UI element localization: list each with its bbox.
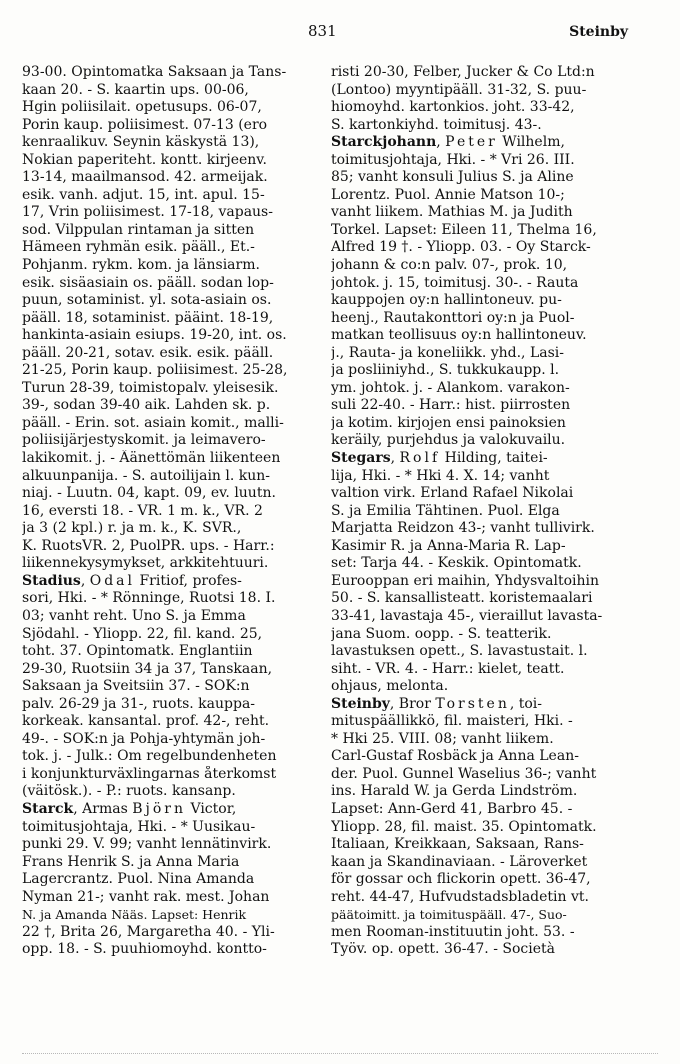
text-line: Starckjohann, Peter Wilhelm,: [331, 134, 565, 151]
text-line: palv. 26-29 ja 31-, ruots. kauppa-: [22, 695, 256, 712]
text-line: Porin kaup. poliisimest. 07-13 (ero: [22, 116, 268, 133]
text-line: i konjunkturväxlingarnas återkomst: [22, 765, 277, 782]
text-line: Starck, Armas Björn Victor,: [22, 800, 237, 817]
text-line: (väitösk.). - P.: ruots. kansanp.: [22, 783, 236, 800]
text-line: lavastuksen opett., S. lavastustait. l.: [331, 643, 588, 660]
text-line: Eurooppan eri maihin, Yhdysvaltoihin: [331, 572, 600, 589]
text-line: N. ja Amanda Nääs. Lapset: Henrik: [22, 907, 247, 923]
running-head: Steinby: [569, 24, 628, 40]
text-line: Työv. op. opett. 36-47. - Società: [331, 941, 555, 958]
text-line: S. kartonkiyhd. toimitusj. 43-.: [331, 116, 542, 133]
text-line: kenraalikuv. Seynin käskystä 13),: [22, 134, 260, 151]
text-line: esik. sisäasiain os. pääll. sodan lop-: [22, 274, 274, 291]
text-line: johann & co:n palv. 07-, prok. 10,: [331, 257, 568, 274]
text-line: Stegars, Rolf Hilding, taitei-: [331, 450, 548, 467]
scan-edge-dots: [22, 1053, 658, 1058]
text-line: Nyman 21-; vanht rak. mest. Johan: [22, 888, 270, 905]
text-line: 39-, sodan 39-40 aik. Lahden sk. p.: [22, 397, 271, 414]
text-line: alkuunpanija. - S. autoilijain l. kun-: [22, 467, 271, 484]
text-line: Lorentz. Puol. Annie Matson 10-;: [331, 186, 565, 203]
text-line: sod. Vilppulan rintaman ja sitten: [22, 221, 255, 238]
text-line: punki 29. V. 99; vanht lennätinvirk.: [22, 836, 272, 853]
entry-given-name: Torsten: [435, 695, 510, 712]
text-line: risti 20-30, Felber, Jucker & Co Ltd:n: [331, 64, 595, 80]
text-line: kaan ja Skandinaviaan. - Läroverket: [331, 853, 588, 870]
text-line: Alfred 19 †. - Yliopp. 03. - Oy Starck-: [331, 239, 591, 256]
text-line: päätoimitt. ja toimituspääll. 47-, Suo-: [331, 907, 567, 923]
text-line: Stadius, Odal Fritiof, profes-: [22, 572, 242, 589]
text-line: Frans Henrik S. ja Anna Maria: [22, 853, 240, 870]
entry-surname: Stegars: [331, 450, 391, 467]
text-line: Turun 28-39, toimistopalv. yleisesik.: [22, 379, 279, 396]
text-line: Saksaan ja Sveitsiin 37. - SOK:n: [22, 678, 250, 695]
text-line: liikennekysymykset, arkkitehtuuri.: [22, 555, 269, 572]
text-line: jana Suom. oopp. - S. teatterik.: [331, 625, 552, 642]
entry-surname: Steinby: [331, 695, 390, 712]
text-line: kauppojen oy:n hallintoneuv. pu-: [331, 292, 562, 309]
text-line: korkeak. kansantal. prof. 42-, reht.: [22, 713, 270, 730]
right-column: [331, 64, 627, 959]
entry-given-name: Odal: [89, 572, 135, 589]
text-line: valtion virk. Erland Rafael Nikolai: [331, 485, 574, 502]
text-line: 22 †, Brita 26, Margaretha 40. - Yli-: [22, 923, 275, 940]
text-line: ja posliiniyhd., S. tukkukaupp. l.: [331, 362, 560, 379]
text-line: matkan teollisuus oy:n hallintoneuv.: [331, 327, 587, 344]
text-line: S. ja Emilia Tähtinen. Puol. Elga: [331, 502, 560, 519]
text-line: lija, Hki. - * Hki 4. X. 14; vanht: [331, 467, 550, 484]
text-line: Italiaan, Kreikkaan, Saksaan, Rans-: [331, 836, 584, 853]
entry-surname: Starckjohann: [331, 134, 437, 151]
text-line: Marjatta Reidzon 43-; vanht tullivirk.: [331, 520, 595, 537]
page-header: [0, 22, 680, 46]
text-line: pääll. 18, sotaminist. pääint. 18-19,: [22, 309, 274, 326]
text-line: niaj. - Luutn. 04, kapt. 09, ev. luutn.: [22, 485, 276, 502]
text-line: 50. - S. kansallisteatt. koristemaalari: [331, 590, 593, 607]
text-line: 33-41, lavastaja 45-, vieraillut lavasta-: [331, 607, 603, 624]
text-line: mituspäällikkö, fil. maisteri, Hki. -: [331, 713, 573, 730]
text-line: pääll. 20-21, sotav. esik. esik. pääll.: [22, 344, 274, 361]
text-line: 85; vanht konsuli Julius S. ja Aline: [331, 169, 574, 186]
entry-given-name: Björn: [132, 800, 186, 817]
text-line: Hgin poliisilait. opetusups. 06-07,: [22, 99, 262, 116]
text-line: * Hki 25. VIII. 08; vanht liikem.: [331, 730, 554, 747]
text-line: Pohjanm. rykm. kom. ja länsiarm.: [22, 257, 260, 274]
text-line: (Lontoo) myyntipääll. 31-32, S. puu-: [331, 81, 587, 98]
text-line: esik. vanh. adjut. 15, int. apul. 15-: [22, 186, 265, 203]
left-column: [22, 64, 318, 959]
text-line: j., Rauta- ja koneliikk. yhd., Lasi-: [331, 344, 564, 361]
text-line: der. Puol. Gunnel Waselius 36-; vanht: [331, 765, 597, 782]
entry-surname: Starck: [22, 800, 74, 817]
text-line: Sjödahl. - Yliopp. 22, fil. kand. 25,: [22, 625, 263, 642]
text-line: heenj., Rautakonttori oy:n ja Puol-: [331, 309, 575, 326]
entry-surname: Stadius: [22, 572, 81, 589]
text-line: set: Tarja 44. - Keskik. Opintomatk.: [331, 555, 582, 572]
text-line: ja kotim. kirjojen ensi painoksien: [331, 414, 566, 431]
text-line: ja 3 (2 kpl.) r. ja m. k., K. SVR.,: [22, 520, 242, 537]
text-line: johtok. j. 15, toimitusj. 30-. - Rauta: [331, 274, 579, 291]
text-line: pääll. - Erin. sot. asiain komit., malli-: [22, 414, 284, 431]
text-line: Steinby, Bror Torsten, toi-: [331, 695, 543, 712]
text-line: K. RuotsVR. 2, PuolPR. ups. - Harr.:: [22, 537, 275, 554]
text-line: ym. johtok. j. - Alankom. varakon-: [331, 379, 570, 396]
text-line: opp. 18. - S. puuhiomoyhd. kontto-: [22, 941, 267, 958]
text-line: tok. j. - Julk.: Om regelbundenheten: [22, 748, 277, 765]
text-line: toht. 37. Opintomatk. Englantiin: [22, 643, 253, 660]
text-line: Torkel. Lapset: Eileen 11, Thelma 16,: [331, 221, 597, 238]
text-line: Carl-Gustaf Rosbäck ja Anna Lean-: [331, 748, 579, 765]
text-line: hankinta-asiain esiups. 19-20, int. os.: [22, 327, 287, 344]
text-line: 29-30, Ruotsiin 34 ja 37, Tanskaan,: [22, 660, 273, 677]
text-line: kaan 20. - S. kaartin ups. 00-06,: [22, 81, 249, 98]
text-line: siht. - VR. 4. - Harr.: kielet, teatt.: [331, 660, 565, 677]
text-line: 13-14, maailmansod. 42. armeijak.: [22, 169, 268, 186]
text-line: Kasimir R. ja Anna-Maria R. Lap-: [331, 537, 566, 554]
text-line: 93-00. Opintomatka Saksaan ja Tans-: [22, 64, 287, 80]
text-line: suli 22-40. - Harr.: hist. piirrosten: [331, 397, 571, 414]
text-line: keräily, purjehdus ja valokuvailu.: [331, 432, 566, 449]
text-line: reht. 44-47, Hufvudstadsbladetin vt.: [331, 888, 589, 905]
text-line: Nokian paperiteht. kontt. kirjeenv.: [22, 151, 267, 168]
text-line: men Rooman-instituutin joht. 53. -: [331, 923, 575, 940]
text-line: lakikomit. j. - Äänettömän liikenteen: [22, 450, 281, 467]
text-line: toimitusjohtaja, Hki. - * Vri 26. III.: [331, 151, 575, 168]
text-line: sori, Hki. - * Rönninge, Ruotsi 18. I.: [22, 590, 276, 607]
text-line: puun, sotaminist. yl. sota-asiain os.: [22, 292, 272, 309]
text-line: ins. Harald W. ja Gerda Lindström.: [331, 783, 578, 800]
text-line: Lapset: Ann-Gerd 41, Barbro 45. -: [331, 800, 573, 817]
page-number: 831: [308, 22, 337, 40]
text-line: 49-. - SOK:n ja Pohja-yhtymän joh-: [22, 730, 266, 747]
text-line: Lagercrantz. Puol. Nina Amanda: [22, 871, 255, 888]
text-line: toimitusjohtaja, Hki. - * Uusikau-: [22, 818, 256, 835]
entry-given-name: Rolf: [399, 450, 441, 467]
text-line: 16, eversti 18. - VR. 1 m. k., VR. 2: [22, 502, 263, 519]
text-line: hiomoyhd. kartonkios. joht. 33-42,: [331, 99, 575, 116]
text-line: för gossar och flickorin opett. 36-47,: [331, 871, 591, 888]
text-line: ohjaus, melonta.: [331, 678, 449, 695]
text-line: 21-25, Porin kaup. poliisimest. 25-28,: [22, 362, 288, 379]
text-line: Hämeen ryhmän esik. pääll., Et.-: [22, 239, 255, 256]
text-line: poliisijärjestyskomit. ja leimavero-: [22, 432, 266, 449]
text-line: Yliopp. 28, fil. maist. 35. Opintomatk.: [331, 818, 597, 835]
text-line: 17, Vrin poliisimest. 17-18, vapaus-: [22, 204, 273, 221]
entry-given-name: Peter: [445, 134, 498, 151]
text-line: vanht liikem. Mathias M. ja Judith: [331, 204, 573, 221]
text-line: 03; vanht reht. Uno S. ja Emma: [22, 607, 246, 624]
